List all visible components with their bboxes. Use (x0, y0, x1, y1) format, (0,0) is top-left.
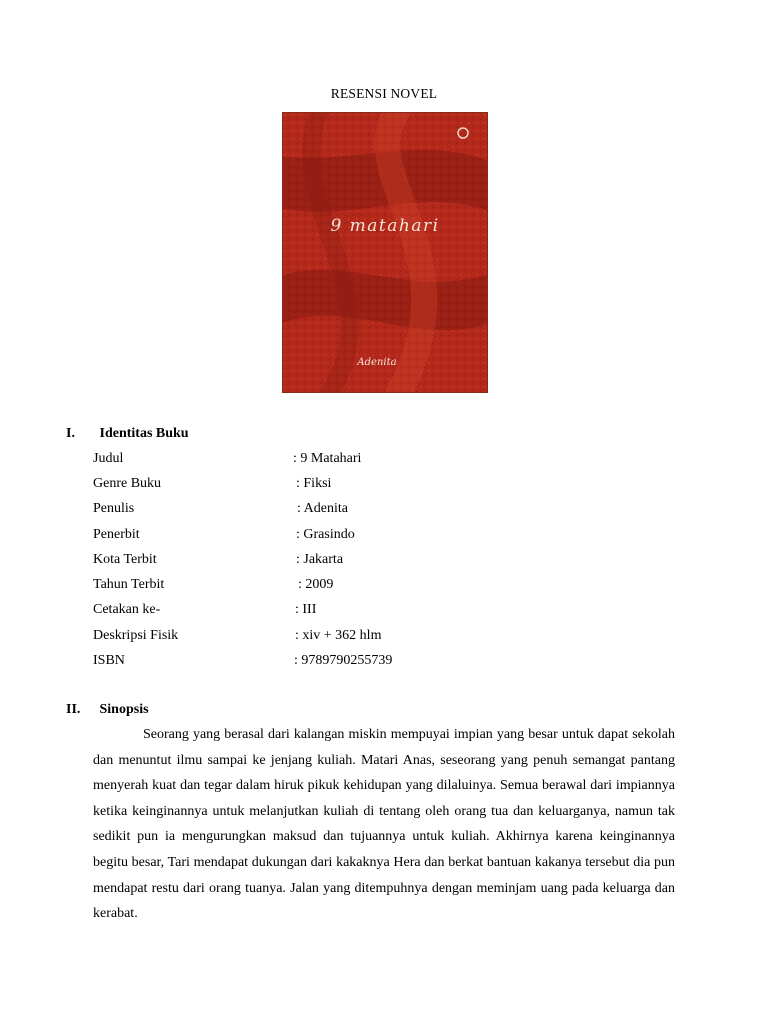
info-value: : III (295, 602, 317, 617)
section-number: II. (66, 702, 81, 717)
info-label: Penulis (93, 501, 135, 516)
info-label: Tahun Terbit (93, 577, 165, 592)
info-row-isbn (93, 653, 513, 673)
info-row-deskripsi (93, 628, 513, 648)
info-row-penerbit (93, 527, 513, 547)
info-value: : 2009 (298, 577, 334, 592)
info-value: : 9789790255739 (294, 653, 393, 668)
info-value: : Fiksi (296, 476, 332, 491)
info-label: Penerbit (93, 527, 140, 542)
info-value: : Jakarta (296, 552, 344, 567)
book-cover-image (282, 112, 488, 393)
info-value: : 9 Matahari (293, 451, 362, 466)
section-number: I. (66, 426, 75, 441)
info-label: Kota Terbit (93, 552, 157, 567)
info-value: : xiv + 362 hlm (295, 628, 382, 643)
info-label: Deskripsi Fisik (93, 628, 179, 643)
section-sinopsis-heading (66, 702, 149, 718)
document-title: RESENSI NOVEL (330, 86, 438, 101)
section-identitas-heading (66, 426, 189, 442)
info-row-tahun (93, 577, 513, 597)
info-row-cetakan (93, 602, 513, 622)
info-row-penulis (93, 501, 513, 521)
section-title: Identitas Buku (99, 426, 189, 441)
info-label: ISBN (93, 653, 125, 668)
info-label: Cetakan ke- (93, 602, 161, 617)
cover-author: Adenita (357, 357, 397, 368)
info-row-judul (93, 451, 513, 471)
section-title: Sinopsis (99, 702, 149, 717)
info-label: Judul (93, 451, 124, 466)
synopsis-paragraph: Seorang yang berasal dari kalangan miskin mempuyai impian yang besar untuk dapat sekolah dan menuntut ilmu sampai ke jenjang kuliah. Matari Anas, seseorang yang penuh semangat pantang menyerah kuat dan tegar dalam hiruk pikuk kehidupan yang dilaluinya. Semua berawal dari impiannya ketika keinginannya untuk melanjutkan kuliah di tentang oleh orang tua dan keluarganya, namun tak sedikit pun ia mengurungkan maksud dan tujuannya untuk kuliah. Akhirnya karena keinginannya begitu besar, Tari mendapat dukungan dari kakaknya Hera dan berkat bantuan kakanya tersebut dia pun mendapat restu dari orang tuanya. Jalan yang ditempuhnya dengan meminjam uang pada keluarga dan kerabat. (93, 727, 675, 922)
cover-title: 9 matahari (330, 216, 440, 236)
info-row-genre (93, 476, 513, 496)
info-value: : Grasindo (296, 527, 355, 542)
info-label: Genre Buku (93, 476, 162, 491)
info-value: : Adenita (297, 501, 348, 516)
info-row-kota (93, 552, 513, 572)
